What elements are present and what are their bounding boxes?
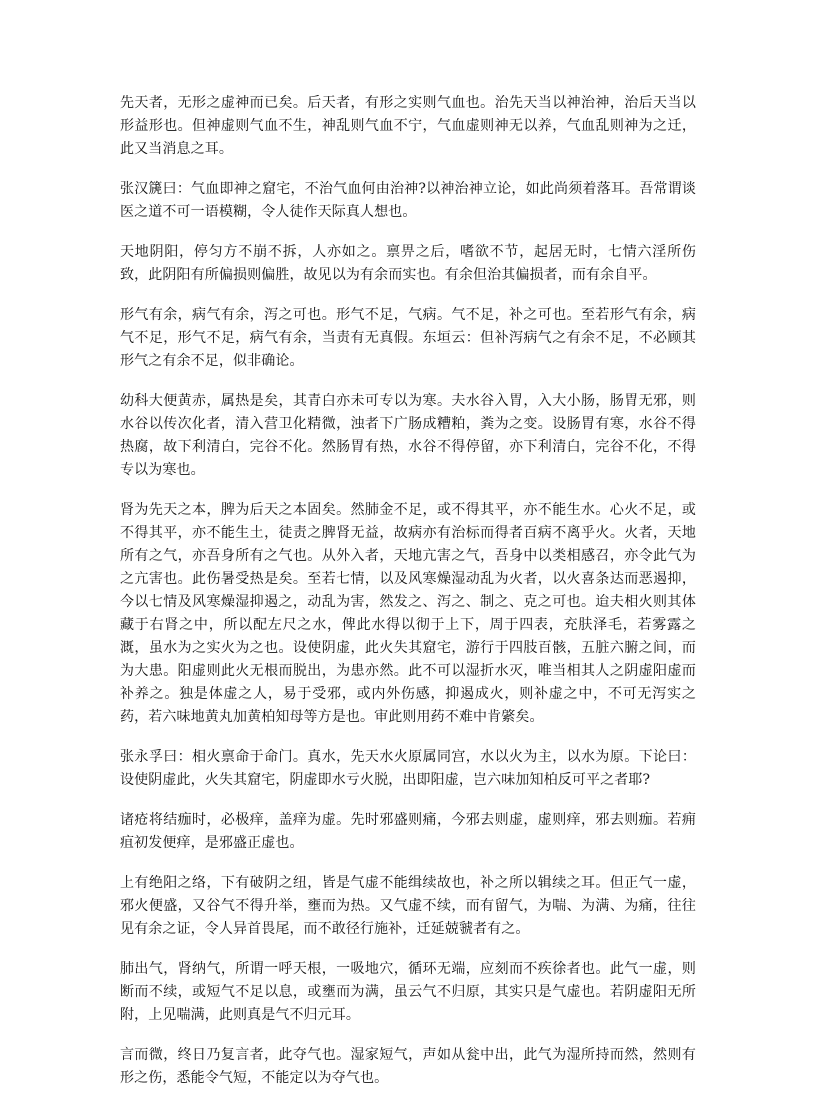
paragraph-6: 肾为先天之本，脾为后天之本固矣。然肺金不足，或不得其平，亦不能生水。心火不足，或不得其平，亦不能生土，徒责之脾肾无益，故病亦有治标而得者百病不离乎火。火者，天地所有之气，亦吾身所有之气也。从外入者，天地亢害之气，吾身中以类相感召，亦令此气为之亢害也。此伤暑受热是矣。至若七情，以及风寒燥湿动乱为火者，以火喜条达而恶遏抑，今以七情及风寒燥湿抑遏之，动乱为害，然发之、泻之、制之、克之可也。迨夫相火则其体藏于右肾之中，所以配左尺之水，俾此水得以彻于上下，周于四表，充肤泽毛，若雾露之溉，虽水为之实火为之也。设使阴虚，此火失其窟宅，游行于四肢百骸，五脏六腑之间，而为大患。阳虚则此火无根而脱出，为患亦然。此不可以湿折水灭，唯当相其人之阴虚阳虚而补养之。独是体虚之人，易于受邪，或内外伤感，抑遏成火，则补虚之中，不可无泻实之药，若六味地黄丸加黄柏知母等方是也。审此则用药不难中肯綮矣。 — [120, 502, 696, 725]
paragraph-10: 肺出气，肾纳气，所谓一呼天根，一吸地穴，循环无端，应刻而不疾徐者也。此气一虚，则断而不续，或短气不足以息，或壅而为满，虽云气不归原，其实只是气虚也。若阴虚阳无所附，上见喘满，此则真是气不归元耳。 — [120, 961, 696, 1023]
paragraph-7: 张永孚曰：相火禀命于命门。真水，先天水火原属同宫，水以火为主，以水为原。下论曰：设使阴虚此，火失其窟宅，阴虚即水亏火脱，出即阳虚，岂六味加知柏反可平之者耶? — [120, 749, 696, 788]
document-page — [120, 92, 696, 1107]
paragraph-4: 形气有余，病气有余，泻之可也。形气不足，气病。气不足，补之可也。至若形气有余，病气不足，形气不足，病气有余，当责有无真假。东垣云：但补泻病气之有余不足，不必顾其形气之有余不足，似非确论。 — [120, 307, 696, 369]
paragraph-8: 诸疮将结痂时，必极痒，盖痒为虚。先时邪盛则痛，今邪去则虚，虚则痒，邪去则痂。若痈疽初发便痒，是邪盛正虚也。 — [120, 812, 696, 851]
paragraph-2: 张汉篪曰：气血即神之窟宅，不治气血何由治神?以神治神立论，如此尚须着落耳。吾常谓谈医之道不可一语模糊，令人徒作天际真人想也。 — [120, 181, 696, 220]
paragraph-5: 幼科大便黄赤，属热是矣，其青白亦未可专以为寒。夫水谷入胃，入大小肠，肠胃无邪，则水谷以传次化者，清入营卫化精微，浊者下广肠成糟粕，粪为之变。设肠胃有寒，水谷不得热腐，故下利清白，完谷不化。然肠胃有热，水谷不得停留，亦下利清白，完谷不化，不得专以为寒也。 — [120, 393, 696, 478]
paragraph-3: 天地阴阳，停匀方不崩不拆，人亦如之。禀畀之后，嗜欲不节，起居无时，七情六淫所伤致，此阴阳有所偏损则偏胜，故见以为有余而实也。有余但治其偏损者，而有余自平。 — [120, 244, 696, 283]
paragraph-1: 先天者，无形之虚神而已矣。后天者，有形之实则气血也。治先天当以神治神，治后天当以形益形也。但神虚则气血不生，神乱则气血不宁，气血虚则神无以养，气血乱则神为之迁，此又当消息之耳。 — [120, 95, 696, 157]
paragraph-11: 言而微，终日乃复言者，此夺气也。湿家短气，声如从瓮中出，此气为湿所持而然，然则有形之伤，悉能令气短，不能定以为夺气也。 — [120, 1047, 696, 1086]
paragraph-9: 上有绝阳之络，下有破阴之纽，皆是气虚不能缉续故也，补之所以辑续之耳。但正气一虚，邪火便盛，又谷气不得升举，壅而为热。又气虚不续，而有留气，为喘、为满、为痛，往往见有余之证，令人异首畏尾，而不敢径行施补，迁延兢虢者有之。 — [120, 875, 696, 937]
